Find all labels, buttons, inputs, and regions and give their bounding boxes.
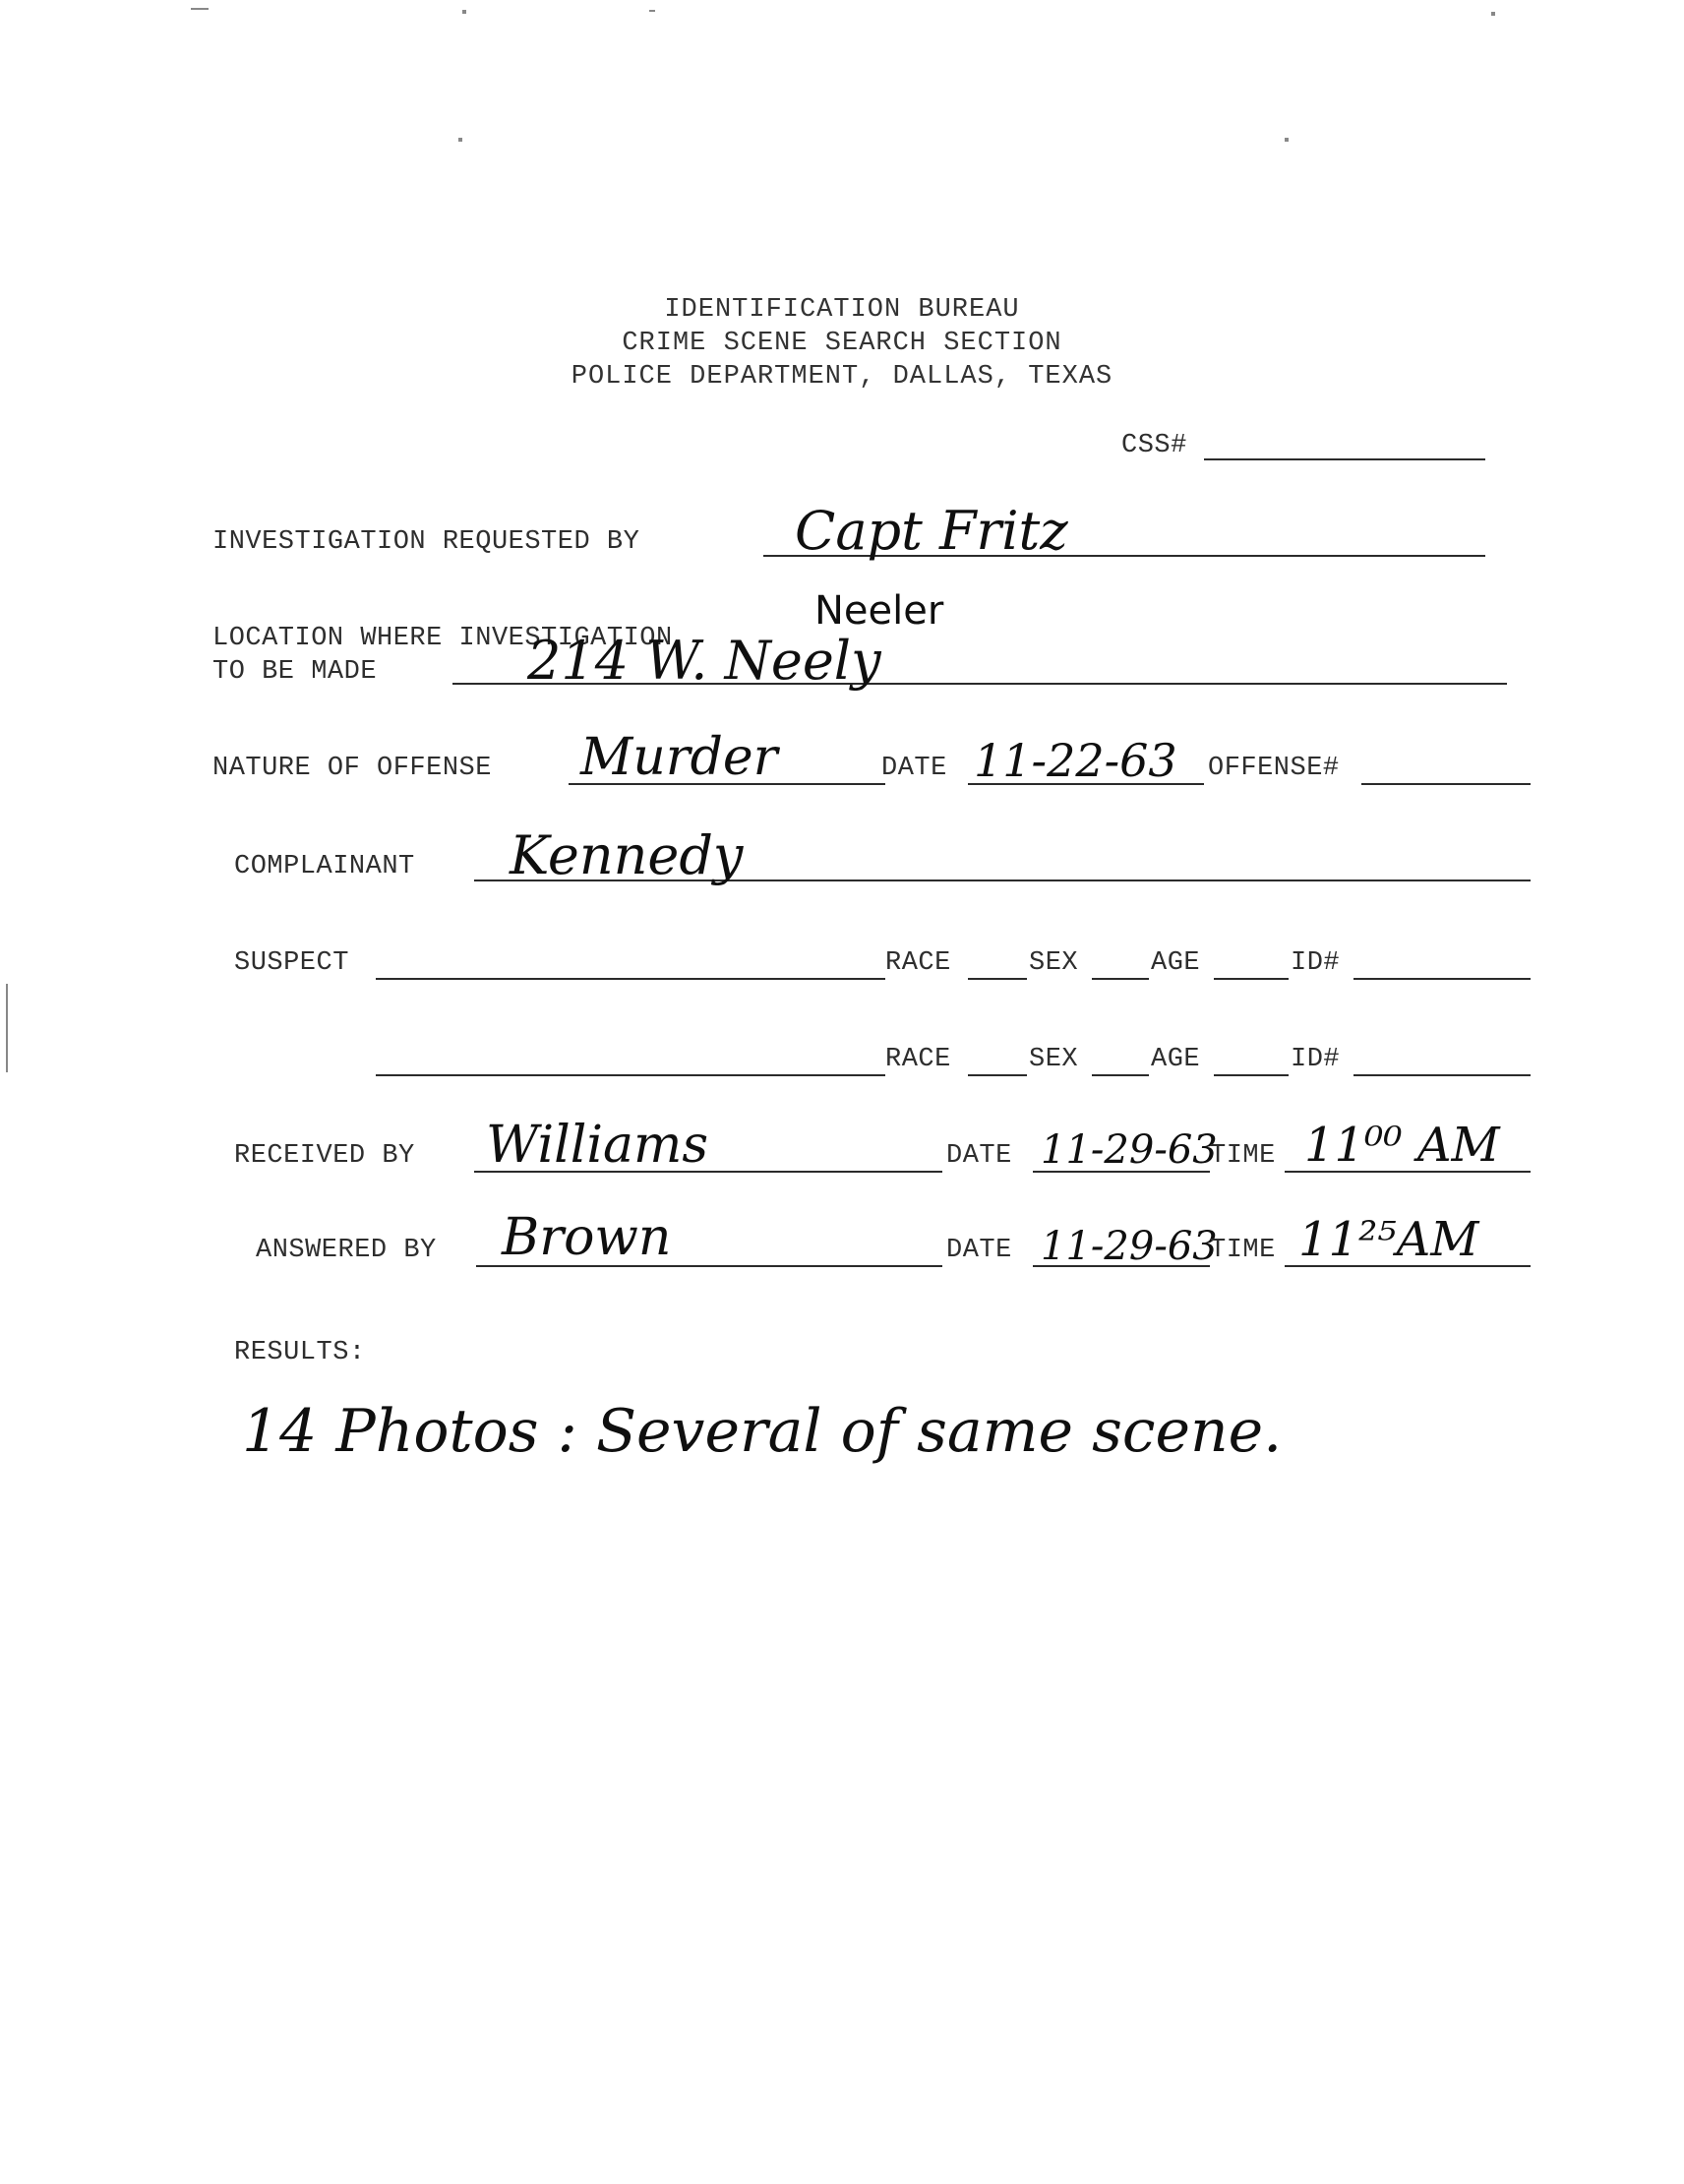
results-value: 14 Photos : Several of same scene. <box>242 1397 1283 1466</box>
header-department: POLICE DEPARTMENT, DALLAS, TEXAS <box>571 362 1113 392</box>
results-label: RESULTS: <box>234 1338 366 1367</box>
received-value: Williams <box>486 1116 709 1175</box>
suspect-age-line <box>1214 978 1289 980</box>
scan-mark <box>458 138 462 142</box>
scan-mark <box>6 984 8 1072</box>
css-label: CSS# <box>1121 431 1187 460</box>
suspect2-age-label: AGE <box>1151 1045 1201 1074</box>
complainant-value: Kennedy <box>510 824 744 886</box>
received-label: RECEIVED BY <box>234 1141 415 1171</box>
complainant-label: COMPLAINANT <box>234 852 415 881</box>
scan-mark <box>191 8 209 10</box>
header-section: CRIME SCENE SEARCH SECTION <box>622 329 1062 358</box>
answered-date-label: DATE <box>946 1236 1012 1265</box>
scan-mark <box>1285 138 1289 142</box>
suspect2-sex-label: SEX <box>1029 1045 1079 1074</box>
received-time-value: 11⁰⁰ AM <box>1304 1118 1500 1173</box>
suspect-line <box>376 978 885 980</box>
requested-by-label: INVESTIGATION REQUESTED BY <box>212 527 640 557</box>
scan-mark <box>462 10 466 14</box>
suspect2-id-label: ID# <box>1291 1045 1341 1074</box>
offense-label: NATURE OF OFFENSE <box>212 754 492 783</box>
answered-label: ANSWERED BY <box>256 1236 437 1265</box>
css-line <box>1204 458 1485 460</box>
suspect-age-label: AGE <box>1151 948 1201 978</box>
answered-date-value: 11-29-63 <box>1041 1224 1218 1269</box>
offense-value: Murder <box>580 728 778 787</box>
suspect-id-label: ID# <box>1291 948 1341 978</box>
suspect2-race-line <box>968 1074 1027 1076</box>
answered-time-label: TIME <box>1210 1236 1276 1265</box>
location-value: 214 W. Neely <box>527 630 881 692</box>
received-date-label: DATE <box>946 1141 1012 1171</box>
offense-date-value: 11-22-63 <box>974 734 1177 787</box>
suspect-sex-line <box>1092 978 1149 980</box>
suspect-id-line <box>1353 978 1531 980</box>
suspect2-id-line <box>1353 1074 1531 1076</box>
suspect-sex-label: SEX <box>1029 948 1079 978</box>
location-label-1: LOCATION WHERE INVESTIGATION <box>212 624 673 653</box>
suspect-race-line <box>968 978 1027 980</box>
scan-mark <box>649 10 655 12</box>
location-note: Neeler <box>814 588 944 634</box>
requested-by-value: Capt Fritz <box>795 500 1068 562</box>
answered-time-value: 11²⁵AM <box>1298 1212 1479 1267</box>
answered-value: Brown <box>502 1208 672 1267</box>
scan-mark <box>1491 12 1495 16</box>
offense-no-label: OFFENSE# <box>1208 754 1340 783</box>
offense-no-line <box>1361 783 1531 785</box>
suspect2-race-label: RACE <box>885 1045 951 1074</box>
suspect-label: SUSPECT <box>234 948 349 978</box>
offense-date-label: DATE <box>881 754 947 783</box>
received-date-value: 11-29-63 <box>1041 1127 1218 1173</box>
header-bureau: IDENTIFICATION BUREAU <box>664 295 1020 325</box>
suspect2-age-line <box>1214 1074 1289 1076</box>
suspect-race-label: RACE <box>885 948 951 978</box>
suspect2-sex-line <box>1092 1074 1149 1076</box>
received-time-label: TIME <box>1210 1141 1276 1171</box>
suspect2-line <box>376 1074 885 1076</box>
location-label-2: TO BE MADE <box>212 657 378 687</box>
